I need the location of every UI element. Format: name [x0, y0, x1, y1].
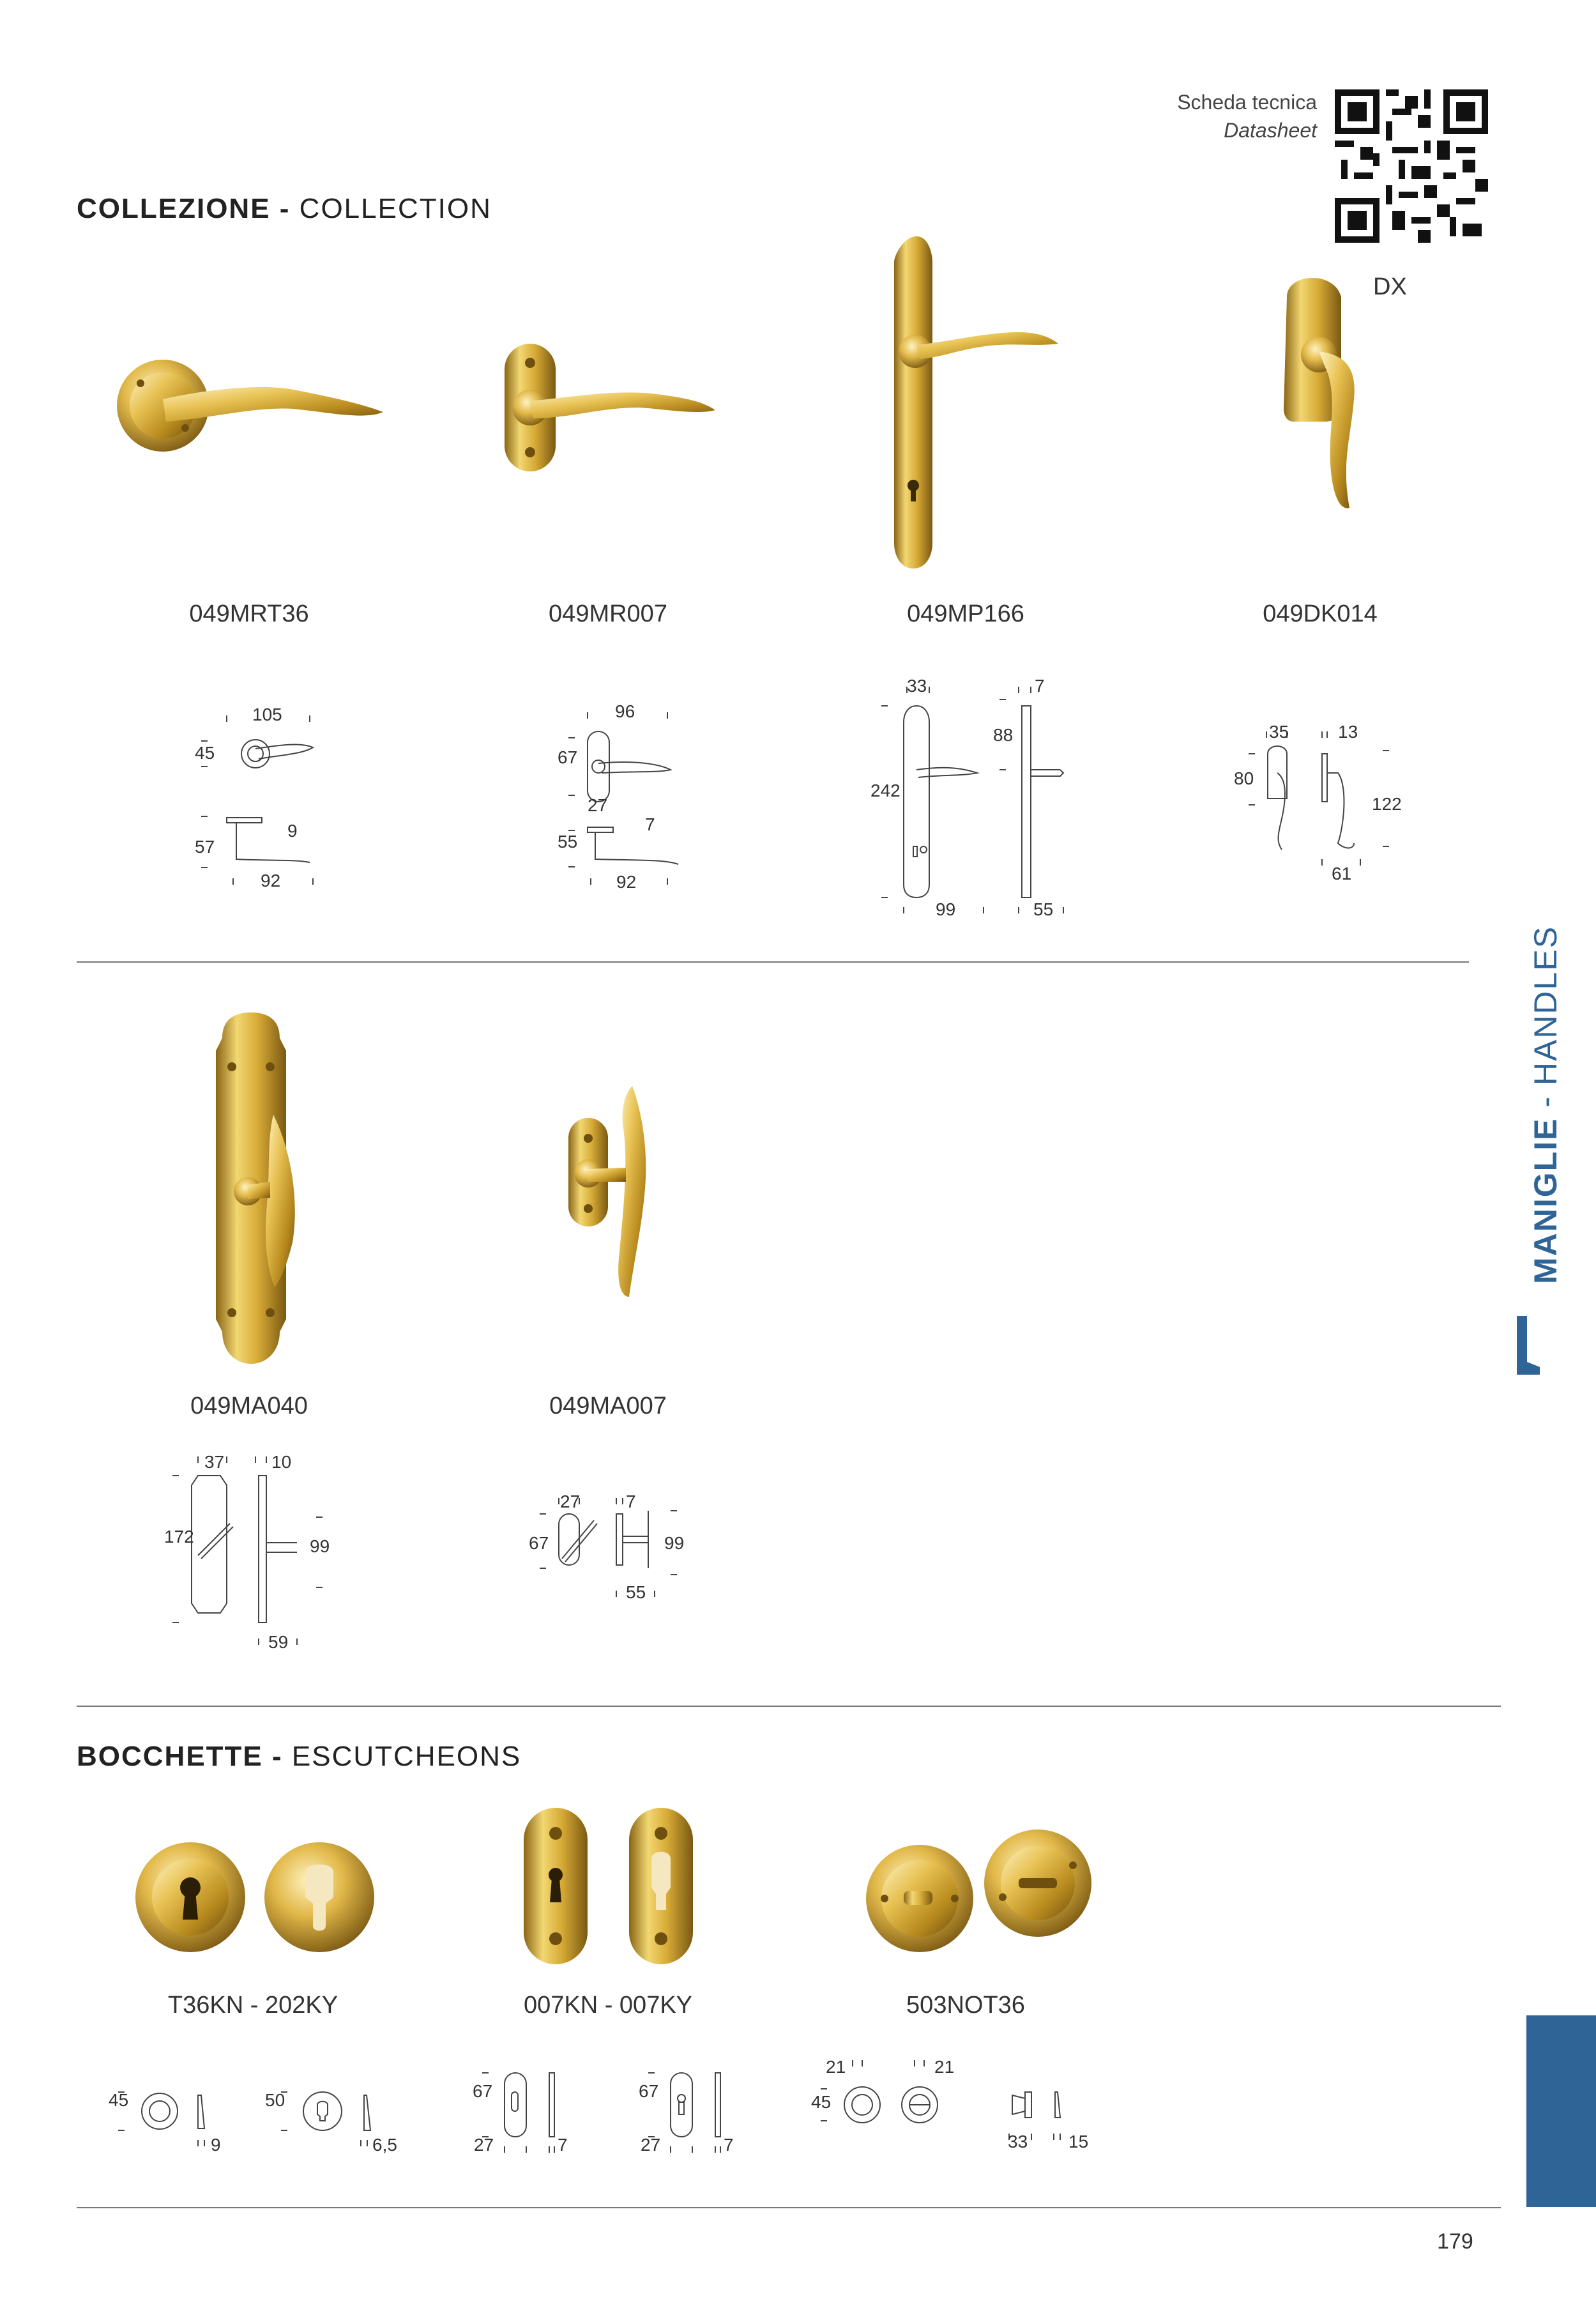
dim-e3-depth: 15 — [1068, 2132, 1089, 2151]
product-code-049MR007: 049MR007 — [549, 600, 667, 627]
dim-e2b-width: 27 — [641, 2135, 661, 2155]
escutcheon-image-007KN-007KY — [521, 1808, 712, 1971]
dim-p5-lever: 99 — [310, 1536, 330, 1556]
dim-p5-height: 172 — [164, 1527, 194, 1547]
dim-e2b-depth: 7 — [724, 2135, 734, 2155]
dim-p4-depth: 13 — [1338, 722, 1358, 742]
escutcheons-title-light: ESCUTCHEONS — [291, 1741, 522, 1772]
dim-e1b-depth: 6,5 — [372, 2135, 397, 2155]
product-image-049DK014 — [1281, 278, 1383, 517]
escutcheon-image-503NOT36 — [865, 1827, 1095, 1958]
dim-p3-length: 99 — [936, 899, 956, 919]
dim-p2-length: 92 — [616, 872, 637, 892]
escutcheons-title-bold: BOCCHETTE - — [77, 1741, 283, 1772]
dim-p3-centre: 88 — [993, 725, 1014, 745]
collection-title-light: COLLECTION — [299, 193, 492, 224]
dim-p3-proj: 55 — [1033, 899, 1054, 919]
dim-e1b-diam: 50 — [265, 2090, 285, 2110]
page-tab — [1526, 2015, 1596, 2207]
dim-p2-platew: 27 — [588, 795, 608, 815]
dim-e2-depth: 7 — [558, 2135, 568, 2155]
datasheet-label-en: Datasheet — [1224, 119, 1317, 142]
drawing-049MP166 — [881, 674, 1098, 933]
datasheet-label-it: Scheda tecnica — [1177, 91, 1317, 114]
dim-e3-b: 21 — [934, 2057, 955, 2077]
dim-e3-width: 33 — [1008, 2132, 1028, 2151]
dim-p3-depth: 7 — [1035, 676, 1045, 696]
escutcheon-code-503NOT36: 503NOT36 — [906, 1992, 1025, 2019]
escutcheon-code-007KN-007KY: 007KN - 007KY — [523, 1992, 693, 2019]
product-image-049MA007 — [565, 1086, 661, 1306]
dim-p4-length: 61 — [1332, 864, 1352, 883]
side-label-bold: MANIGLIE — [1528, 1117, 1563, 1284]
product-code-049MA040: 049MA040 — [190, 1393, 308, 1419]
dim-e2-width: 27 — [474, 2135, 494, 2155]
dim-e2-height: 67 — [473, 2081, 493, 2101]
divider-1 — [77, 961, 1469, 963]
divider-2 — [77, 1706, 1501, 1707]
page-number: 179 — [1437, 2229, 1473, 2254]
dim-p6-height: 67 — [529, 1533, 549, 1553]
dim-p1-depth: 9 — [287, 821, 298, 841]
product-code-049MP166: 049MP166 — [907, 600, 1024, 627]
dim-p2-width: 96 — [615, 701, 635, 721]
product-image-049MA040 — [203, 1012, 318, 1373]
dim-p4-height: 122 — [1372, 794, 1402, 814]
dim-p2-height: 55 — [558, 832, 578, 852]
dim-p2-depth: 7 — [645, 814, 655, 834]
dim-p6-platew: 27 — [560, 1492, 581, 1511]
escutcheon-drawing-503NOT36 — [811, 2054, 1098, 2159]
dim-p5-depth: 10 — [271, 1452, 292, 1472]
escutcheon-image-T36KN-202KY — [134, 1840, 377, 1958]
collection-title — [77, 193, 492, 225]
dim-e1-depth: 9 — [211, 2135, 221, 2155]
dim-p4-platew: 35 — [1269, 722, 1289, 742]
qr-code[interactable] — [1335, 89, 1488, 243]
product-image-049MRT36 — [115, 345, 390, 463]
dim-p5-length: 59 — [268, 1632, 289, 1652]
dim-p6-length: 55 — [626, 1582, 646, 1602]
dim-p1-width: 105 — [252, 705, 282, 724]
drawing-049MR007 — [562, 699, 715, 901]
dim-p1-length: 92 — [261, 871, 281, 890]
dim-p3-height: 242 — [870, 781, 901, 800]
drawing-049MA007 — [533, 1488, 687, 1626]
product-code-049MRT36: 049MRT36 — [189, 600, 309, 627]
product-image-049MP166 — [891, 236, 1063, 578]
escutcheon-code-T36KN-202KY: T36KN - 202KY — [167, 1992, 338, 2019]
variant-dx-label: DX — [1373, 273, 1407, 300]
dim-p2-plate: 67 — [558, 747, 578, 767]
dim-e3-diam: 45 — [811, 2092, 832, 2112]
product-image-049MR007 — [505, 339, 722, 482]
side-label-light: - HANDLES — [1528, 925, 1563, 1118]
dim-p4-plate: 80 — [1234, 768, 1254, 788]
drawing-049MRT36 — [192, 703, 345, 897]
side-category-label — [1526, 913, 1565, 1284]
drawing-049MA040 — [166, 1450, 332, 1658]
escutcheon-drawing-T36KN-202KY — [109, 2070, 415, 2162]
dim-p6-depth: 7 — [626, 1492, 636, 1511]
side-category-icon — [1516, 1316, 1541, 1375]
collection-title-bold: COLLEZIONE - — [77, 193, 291, 224]
escutcheons-title — [77, 1741, 521, 1773]
dim-e2b-height: 67 — [639, 2081, 659, 2101]
dim-p5-platew: 37 — [204, 1452, 225, 1472]
dim-p1-height: 57 — [195, 837, 215, 857]
datasheet-label — [1177, 88, 1317, 144]
dim-p3-platew: 33 — [907, 676, 927, 696]
product-code-049DK014: 049DK014 — [1263, 600, 1378, 627]
escutcheon-drawing-007KN-007KY — [476, 2060, 744, 2165]
divider-3 — [77, 2207, 1501, 2208]
dim-e1-diam: 45 — [109, 2090, 129, 2110]
dim-e3-a: 21 — [826, 2057, 846, 2077]
product-code-049MA007: 049MA007 — [549, 1393, 667, 1419]
dim-p6-lever: 99 — [664, 1533, 685, 1553]
dim-p1-rose: 45 — [195, 743, 215, 763]
